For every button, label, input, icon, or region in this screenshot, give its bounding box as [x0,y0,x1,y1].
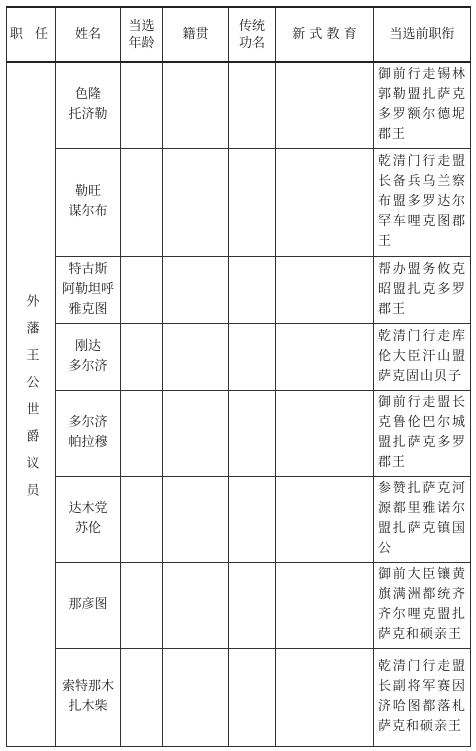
prior-title-cell: 御前行走锡林郭勒盟扎萨克多罗额尔德坭郡王 [374,62,471,148]
header-traditional-degree: 传统 功名 [229,7,276,62]
name-cell [56,323,121,390]
header-age: 当选 年龄 [121,7,163,62]
traditional-degree-cell [229,562,276,648]
header-name: 姓名 [56,7,121,62]
age-cell [121,256,163,323]
role-cell [7,62,56,746]
table-row [7,476,471,562]
prior-title-cell: 御前行走盟长克鲁伦巴尔城盟扎萨克多罗郡王 [374,390,471,476]
person-name: 索特那木 扎木柴 [61,679,114,714]
person-name: 那彦图 [68,597,108,612]
name-cell [56,562,121,648]
person-name: 多尔济 帕拉穆 [68,415,108,450]
prior-title-cell: 乾清门行走盟长备兵乌兰察布盟多罗达尔罕车哩克图郡王 [374,148,471,256]
name-cell [56,256,121,323]
traditional-degree-cell [229,148,276,256]
header-origin: 籍贯 [163,7,229,62]
modern-education-cell [276,62,374,148]
origin-cell [163,390,229,476]
table-row [7,390,471,476]
traditional-degree-cell [229,323,276,390]
table-row [7,323,471,390]
modern-education-cell [276,148,374,256]
role-label: 外藩王公世爵议员 [23,294,39,511]
prior-title-cell: 乾清门行走库伦大臣汗山盟萨克固山贝子 [374,323,471,390]
name-cell [56,648,121,746]
councillor-table [6,6,471,747]
origin-cell [163,562,229,648]
modern-education-cell [276,323,374,390]
prior-title-cell: 帮办盟务攸克昭盟扎克多罗郡王 [374,256,471,323]
modern-education-cell [276,256,374,323]
age-cell [121,648,163,746]
age-cell [121,148,163,256]
header-role: 职 任 [7,7,56,62]
age-cell [121,323,163,390]
age-cell [121,62,163,148]
prior-title-cell: 乾清门行走盟长副将军赛因济哈图都落札萨克和硕亲王 [374,648,471,746]
origin-cell [163,62,229,148]
name-cell [56,476,121,562]
name-cell [56,390,121,476]
age-cell [121,476,163,562]
header-prior-title: 当选前职衔 [374,7,471,62]
modern-education-cell [276,390,374,476]
header-modern-education: 新 式 教 育 [276,7,374,62]
table-body [7,62,471,746]
age-cell [121,562,163,648]
origin-cell [163,648,229,746]
table-row [7,562,471,648]
person-name: 勒旺 谋尔布 [68,184,108,219]
modern-education-cell [276,648,374,746]
traditional-degree-cell [229,390,276,476]
origin-cell [163,148,229,256]
traditional-degree-cell [229,62,276,148]
age-cell [121,390,163,476]
origin-cell [163,476,229,562]
traditional-degree-cell [229,256,276,323]
header-row [7,7,471,62]
traditional-degree-cell [229,648,276,746]
modern-education-cell [276,562,374,648]
prior-title-cell: 御前大臣镶黄旗满洲都统齐齐尔哩克盟扎萨克和硕亲王 [374,562,471,648]
person-name: 达木党 苏伦 [68,501,108,536]
table-row [7,148,471,256]
table-row [7,62,471,148]
traditional-degree-cell [229,476,276,562]
person-name: 色隆 托济勒 [68,87,108,123]
origin-cell [163,256,229,323]
table-row [7,648,471,746]
name-cell [56,148,121,256]
prior-title-cell: 参赞扎萨克河源都里雅诺尔盟扎萨克镇国公 [374,476,471,562]
person-name: 刚达 多尔济 [68,338,108,374]
table-row [7,256,471,323]
name-cell [56,62,121,148]
modern-education-cell [276,476,374,562]
origin-cell [163,323,229,390]
person-name: 特古斯 阿勒坦呼 雅克图 [61,261,114,317]
